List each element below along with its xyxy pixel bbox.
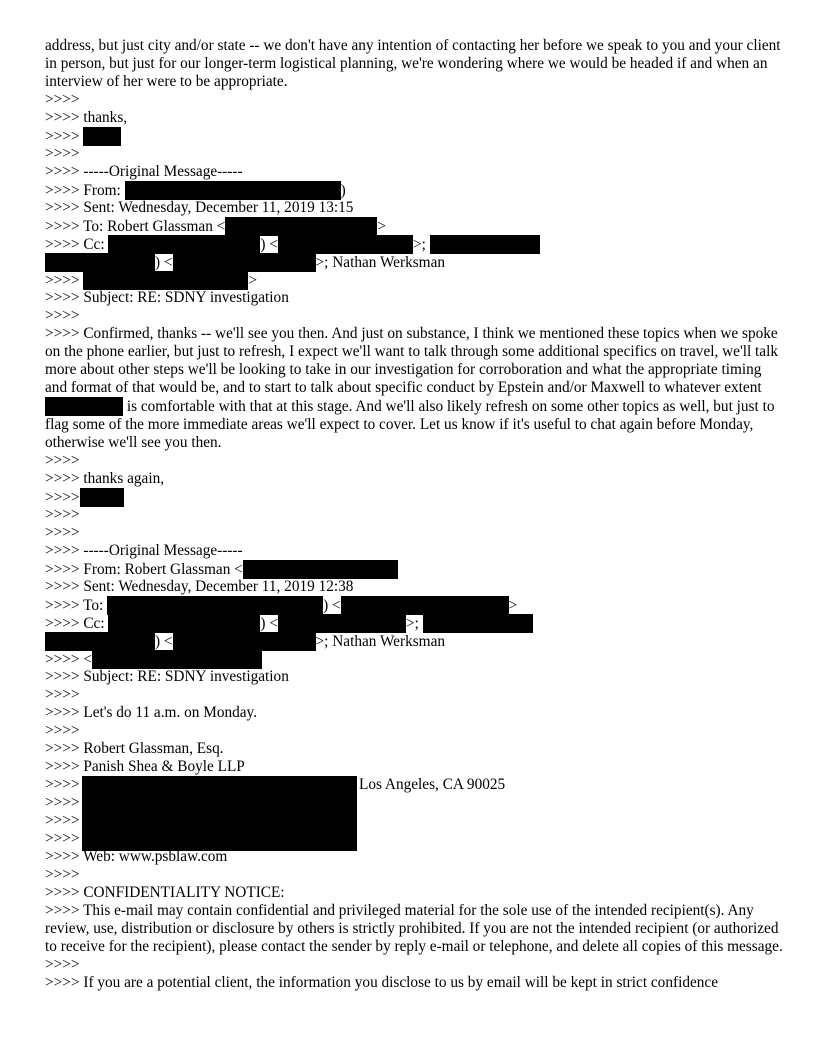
email-document [45,37,785,992]
quote-line: >>>> [45,794,80,811]
cc-line-continued: ) < >; Nathan Werksman [45,632,785,650]
thanks-again-line: >>>> thanks again, [45,470,165,487]
quote-line: >>>> [45,956,80,973]
signature-address-block [45,776,785,848]
confidentiality-title: >>>> CONFIDENTIALITY NOTICE: [45,884,285,901]
redaction-block [92,650,262,669]
message-body: >>>> Confirmed, thanks -- we'll see you then. And just on substance, I think we mentioned these topics when we spoke on the phone earlier, but just to refresh, I expect we'll want to talk through some additional specifics on travel, we'll talk more about other steps we'll be looking to take in our investigation for corroboration and what the appropriate timing and format of that would be, and to start to talk about specific conduct by Epstein and/or Maxwell to whatever extent is comfortable with that at this stage. And we'll also likely refresh on some other topics as well, but just to flag some of the more immediate areas we'll expect to cover. Let us know if it's useful to chat again before Monday, otherwise we'll see you then. [45,325,778,451]
redaction-block [243,560,398,579]
quote-line: >>>> [45,830,80,847]
message-body: >>>> Let's do 11 a.m. on Monday. [45,704,258,721]
confidentiality-notice: >>>> This e-mail may contain confidential and privileged material for the sole use of the intended recipient(s). Any review, use, distribution or disclosure by others is strictly prohibited. If you are not the intended recipient (or authorized to receive for the recipient), please contact the sender by reply e-mail or telephone, and delete all copies of this message. [45,902,783,955]
redaction-block [423,614,533,633]
from-line: >>>> From: ) [45,182,346,199]
subject-line: >>>> Subject: RE: SDNY investigation [45,289,289,306]
redaction-block [108,614,260,633]
redaction-block [173,253,316,272]
quote-line: >>>> [45,307,80,324]
signature-web: >>>> Web: www.psblaw.com [45,848,228,865]
redaction-block [107,596,323,615]
quote-line: >>>> [45,722,80,739]
signature-firm: >>>> Panish Shea & Boyle LLP [45,758,245,775]
redaction-block [80,488,124,507]
original-message-header: >>>> -----Original Message----- [45,542,243,559]
signoff-line: >>>> [45,127,785,145]
sent-line: >>>> Sent: Wednesday, December 11, 2019 12:38 [45,578,354,595]
cc-line: >>>> Cc: ) < >; [45,614,785,632]
quote-line: >>>> [45,524,80,541]
quote-line: >>>> [45,686,80,703]
redaction-block [83,127,121,146]
quote-line: >>>> [45,812,80,829]
to-line: >>>> To: ) < > [45,597,518,614]
to-line: >>>> To: Robert Glassman < > [45,218,386,235]
redaction-block [108,235,260,254]
sent-line: >>>> Sent: Wednesday, December 11, 2019 13:15 [45,199,354,216]
redaction-block [278,235,413,254]
redaction-block [125,181,341,200]
redaction-block [278,614,406,633]
signature-name: >>>> Robert Glassman, Esq. [45,740,224,757]
quote-line: >>>> [45,91,80,108]
quote-line: >>>> [45,866,80,883]
redaction-block [45,632,155,651]
quote-line: >>>> [45,145,80,162]
redaction-block [45,253,155,272]
original-message-header: >>>> -----Original Message----- [45,163,243,180]
signoff-line: >>>> [45,488,785,506]
quote-line: >>>> [45,506,80,523]
cc-line: >>>> Cc: ) < >; [45,235,785,253]
from-line: >>>> From: Robert Glassman < [45,560,785,578]
redaction-block [83,271,248,290]
signature-address-line: >>>> Los Angeles, CA 90025 [45,776,506,793]
quote-line: >>>> [45,452,80,469]
redaction-block [45,397,123,416]
redaction-block [430,235,540,254]
thanks-line: >>>> thanks, [45,109,128,126]
redaction-block [173,632,316,651]
redaction-block [225,217,377,236]
subject-line: >>>> Subject: RE: SDNY investigation [45,668,289,685]
client-notice-line: >>>> If you are a potential client, the information you disclose to us by email will be kept in strict confidence [45,974,718,991]
cc-line-continued: >>>> > [45,272,257,289]
cc-line-continued: >>>> < [45,650,785,668]
cc-line-continued: ) < >; Nathan Werksman [45,253,785,271]
redaction-block [341,596,509,615]
intro-paragraph: address, but just city and/or state -- we don't have any intention of contacting her before we speak to you and your client in person, but just for our longer-term logistical planning, we're wondering where we would be headed if and when an interview of her were to be appropriate. [45,37,781,90]
